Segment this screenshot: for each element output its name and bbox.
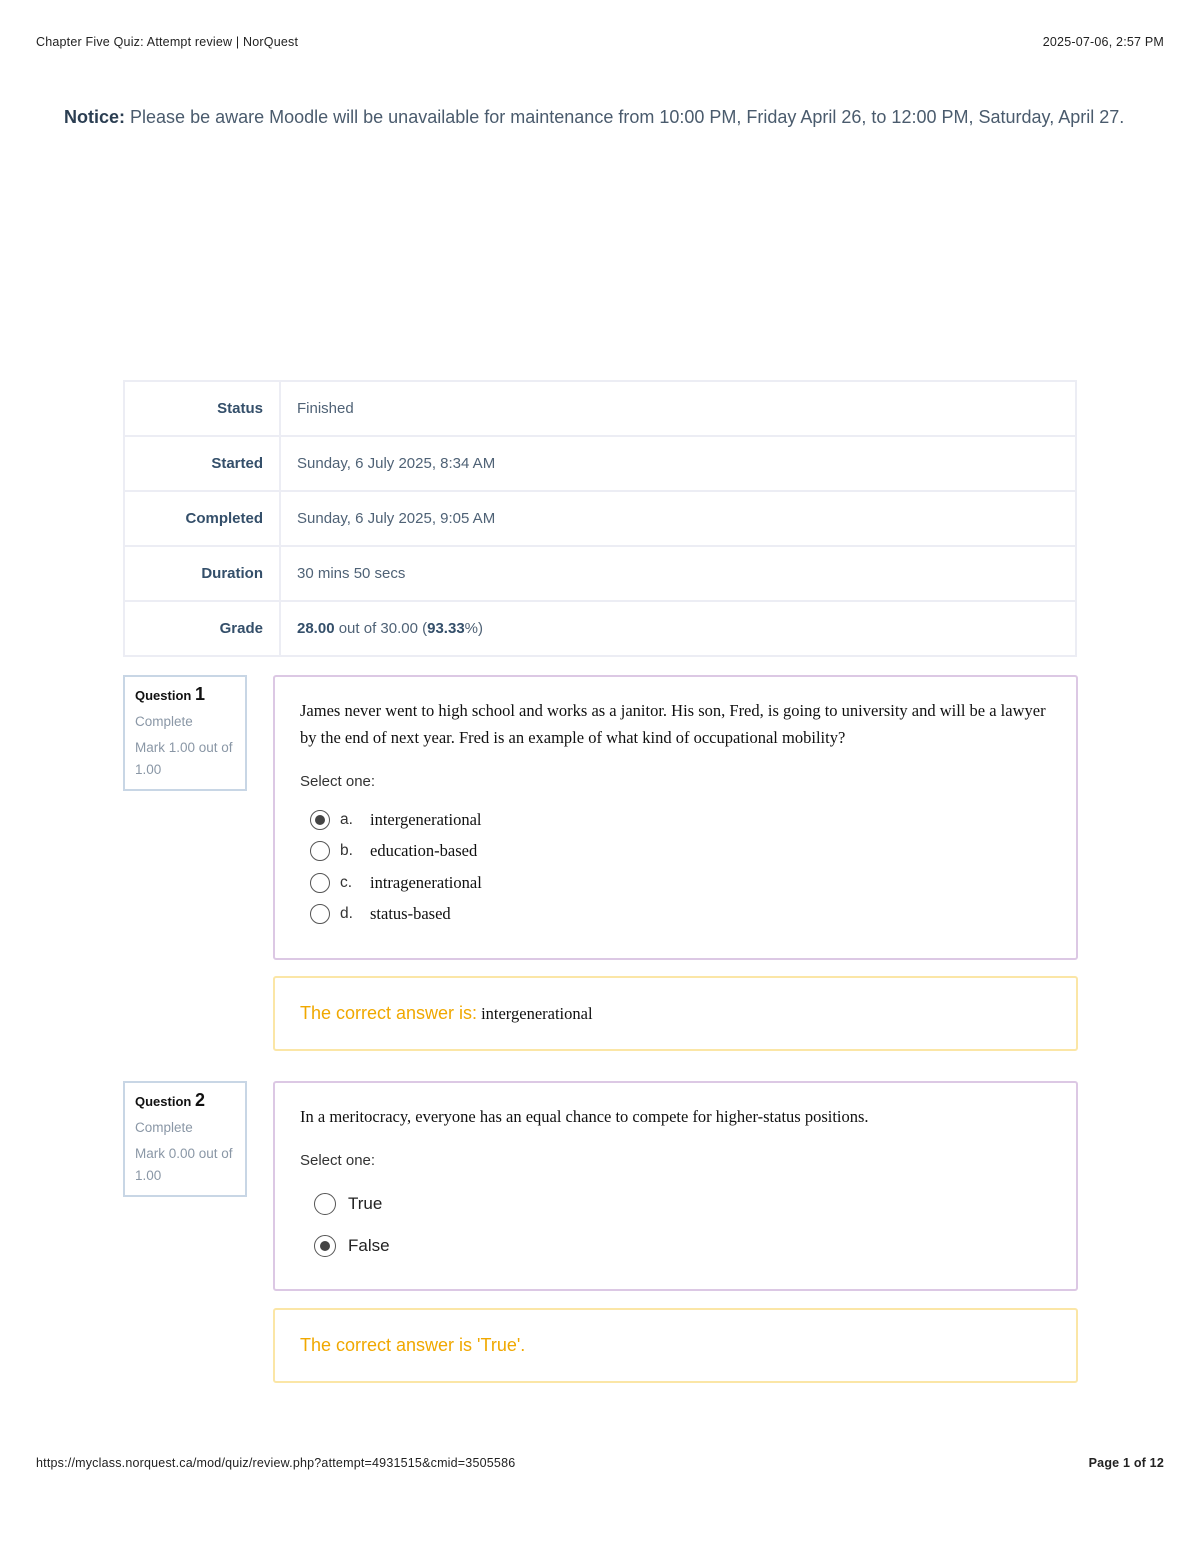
question-info-1 bbox=[123, 675, 247, 791]
select-prompt: Select one: bbox=[300, 1152, 376, 1169]
notice-text: Please be aware Moodle will be unavailable for maintenance from 10:00 PM, Friday April 26, to 12:00 PM, Saturday, April 27. bbox=[130, 107, 1125, 127]
feedback-answer: intergenerational bbox=[481, 1003, 593, 1023]
question-text: In a meritocracy, everyone has an equal chance to compete for higher-status positions. bbox=[300, 1107, 869, 1126]
answer-option-false[interactable] bbox=[300, 1225, 1076, 1267]
grade-out-of: out of 30.00 ( bbox=[338, 620, 428, 637]
maintenance-notice bbox=[64, 103, 1136, 131]
answer-text: status-based bbox=[370, 904, 451, 924]
grade-percent: 93.33 bbox=[427, 620, 465, 637]
answer-list bbox=[300, 1183, 1076, 1267]
answer-letter: c. bbox=[340, 873, 353, 891]
print-datetime: 2025-07-06, 2:57 PM bbox=[1042, 35, 1164, 49]
grade-score: 28.00 bbox=[297, 620, 335, 637]
question-feedback-1 bbox=[273, 976, 1078, 1051]
radio-icon[interactable] bbox=[314, 1193, 336, 1215]
summary-label: Duration bbox=[124, 546, 280, 601]
question-state: Complete bbox=[135, 714, 193, 729]
summary-row-grade bbox=[124, 601, 1076, 656]
summary-label: Completed bbox=[124, 491, 280, 546]
answer-text: True bbox=[348, 1194, 383, 1213]
feedback-prefix: The correct answer is: bbox=[300, 1003, 478, 1023]
answer-text: intragenerational bbox=[370, 872, 482, 892]
question-num: 1 bbox=[194, 684, 205, 704]
answer-option-true[interactable] bbox=[300, 1183, 1076, 1225]
print-page-number: Page 1 of 12 bbox=[1088, 1456, 1164, 1470]
question-text: James never went to high school and works as a janitor. His son, Fred, is going to university and will be a lawyer by the end of next year. Fred is an example of what kind of occupational mobility? bbox=[300, 701, 1046, 747]
summary-value-started: Sunday, 6 July 2025, 8:34 AM bbox=[280, 436, 1076, 491]
answer-letter: a. bbox=[340, 810, 353, 828]
answer-letter: b. bbox=[340, 842, 353, 860]
print-page-title: Chapter Five Quiz: Attempt review | NorQuest bbox=[36, 35, 299, 49]
summary-label: Grade bbox=[124, 601, 280, 656]
summary-value-grade bbox=[280, 601, 1076, 656]
question-feedback-2 bbox=[273, 1308, 1078, 1383]
summary-value-duration: 30 mins 50 secs bbox=[280, 546, 1076, 601]
summary-value-status: Finished bbox=[280, 381, 1076, 436]
summary-row-status bbox=[124, 381, 1076, 436]
question-formulation-1 bbox=[273, 675, 1078, 960]
radio-icon[interactable] bbox=[310, 873, 330, 893]
summary-label: Status bbox=[124, 381, 280, 436]
answer-letter: d. bbox=[340, 905, 353, 923]
print-footer bbox=[36, 1456, 1164, 1470]
answer-text: False bbox=[348, 1236, 390, 1255]
answer-option-a[interactable] bbox=[300, 804, 1076, 836]
question-info-2 bbox=[123, 1081, 247, 1197]
grade-end: %) bbox=[464, 620, 484, 637]
answer-list bbox=[300, 804, 1076, 930]
question-number bbox=[135, 683, 235, 707]
summary-row-completed bbox=[124, 491, 1076, 546]
radio-icon[interactable] bbox=[310, 904, 330, 924]
summary-row-started bbox=[124, 436, 1076, 491]
question-mark: Mark 0.00 out of 1.00 bbox=[135, 1146, 233, 1183]
notice-label: Notice: bbox=[64, 107, 126, 127]
answer-option-c[interactable] bbox=[300, 867, 1076, 899]
question-mark: Mark 1.00 out of 1.00 bbox=[135, 740, 233, 777]
question-label: Question bbox=[135, 688, 192, 703]
answer-text: education-based bbox=[370, 841, 478, 861]
print-url: https://myclass.norquest.ca/mod/quiz/review.php?attempt=4931515&cmid=3505586 bbox=[36, 1456, 516, 1470]
answer-option-d[interactable] bbox=[300, 899, 1076, 931]
summary-label: Started bbox=[124, 436, 280, 491]
question-number bbox=[135, 1089, 235, 1113]
feedback-prefix: The correct answer is 'True'. bbox=[300, 1335, 526, 1355]
answer-option-b[interactable] bbox=[300, 836, 1076, 868]
radio-icon[interactable] bbox=[310, 841, 330, 861]
radio-selected-icon[interactable] bbox=[314, 1235, 336, 1257]
attempt-summary-table bbox=[123, 380, 1077, 657]
select-prompt: Select one: bbox=[300, 773, 376, 790]
print-header bbox=[36, 35, 1164, 49]
summary-value-completed: Sunday, 6 July 2025, 9:05 AM bbox=[280, 491, 1076, 546]
summary-row-duration bbox=[124, 546, 1076, 601]
question-num: 2 bbox=[194, 1090, 205, 1110]
radio-selected-icon[interactable] bbox=[310, 810, 330, 830]
question-state: Complete bbox=[135, 1120, 193, 1135]
question-formulation-2 bbox=[273, 1081, 1078, 1291]
answer-text: intergenerational bbox=[370, 809, 482, 829]
question-label: Question bbox=[135, 1094, 192, 1109]
